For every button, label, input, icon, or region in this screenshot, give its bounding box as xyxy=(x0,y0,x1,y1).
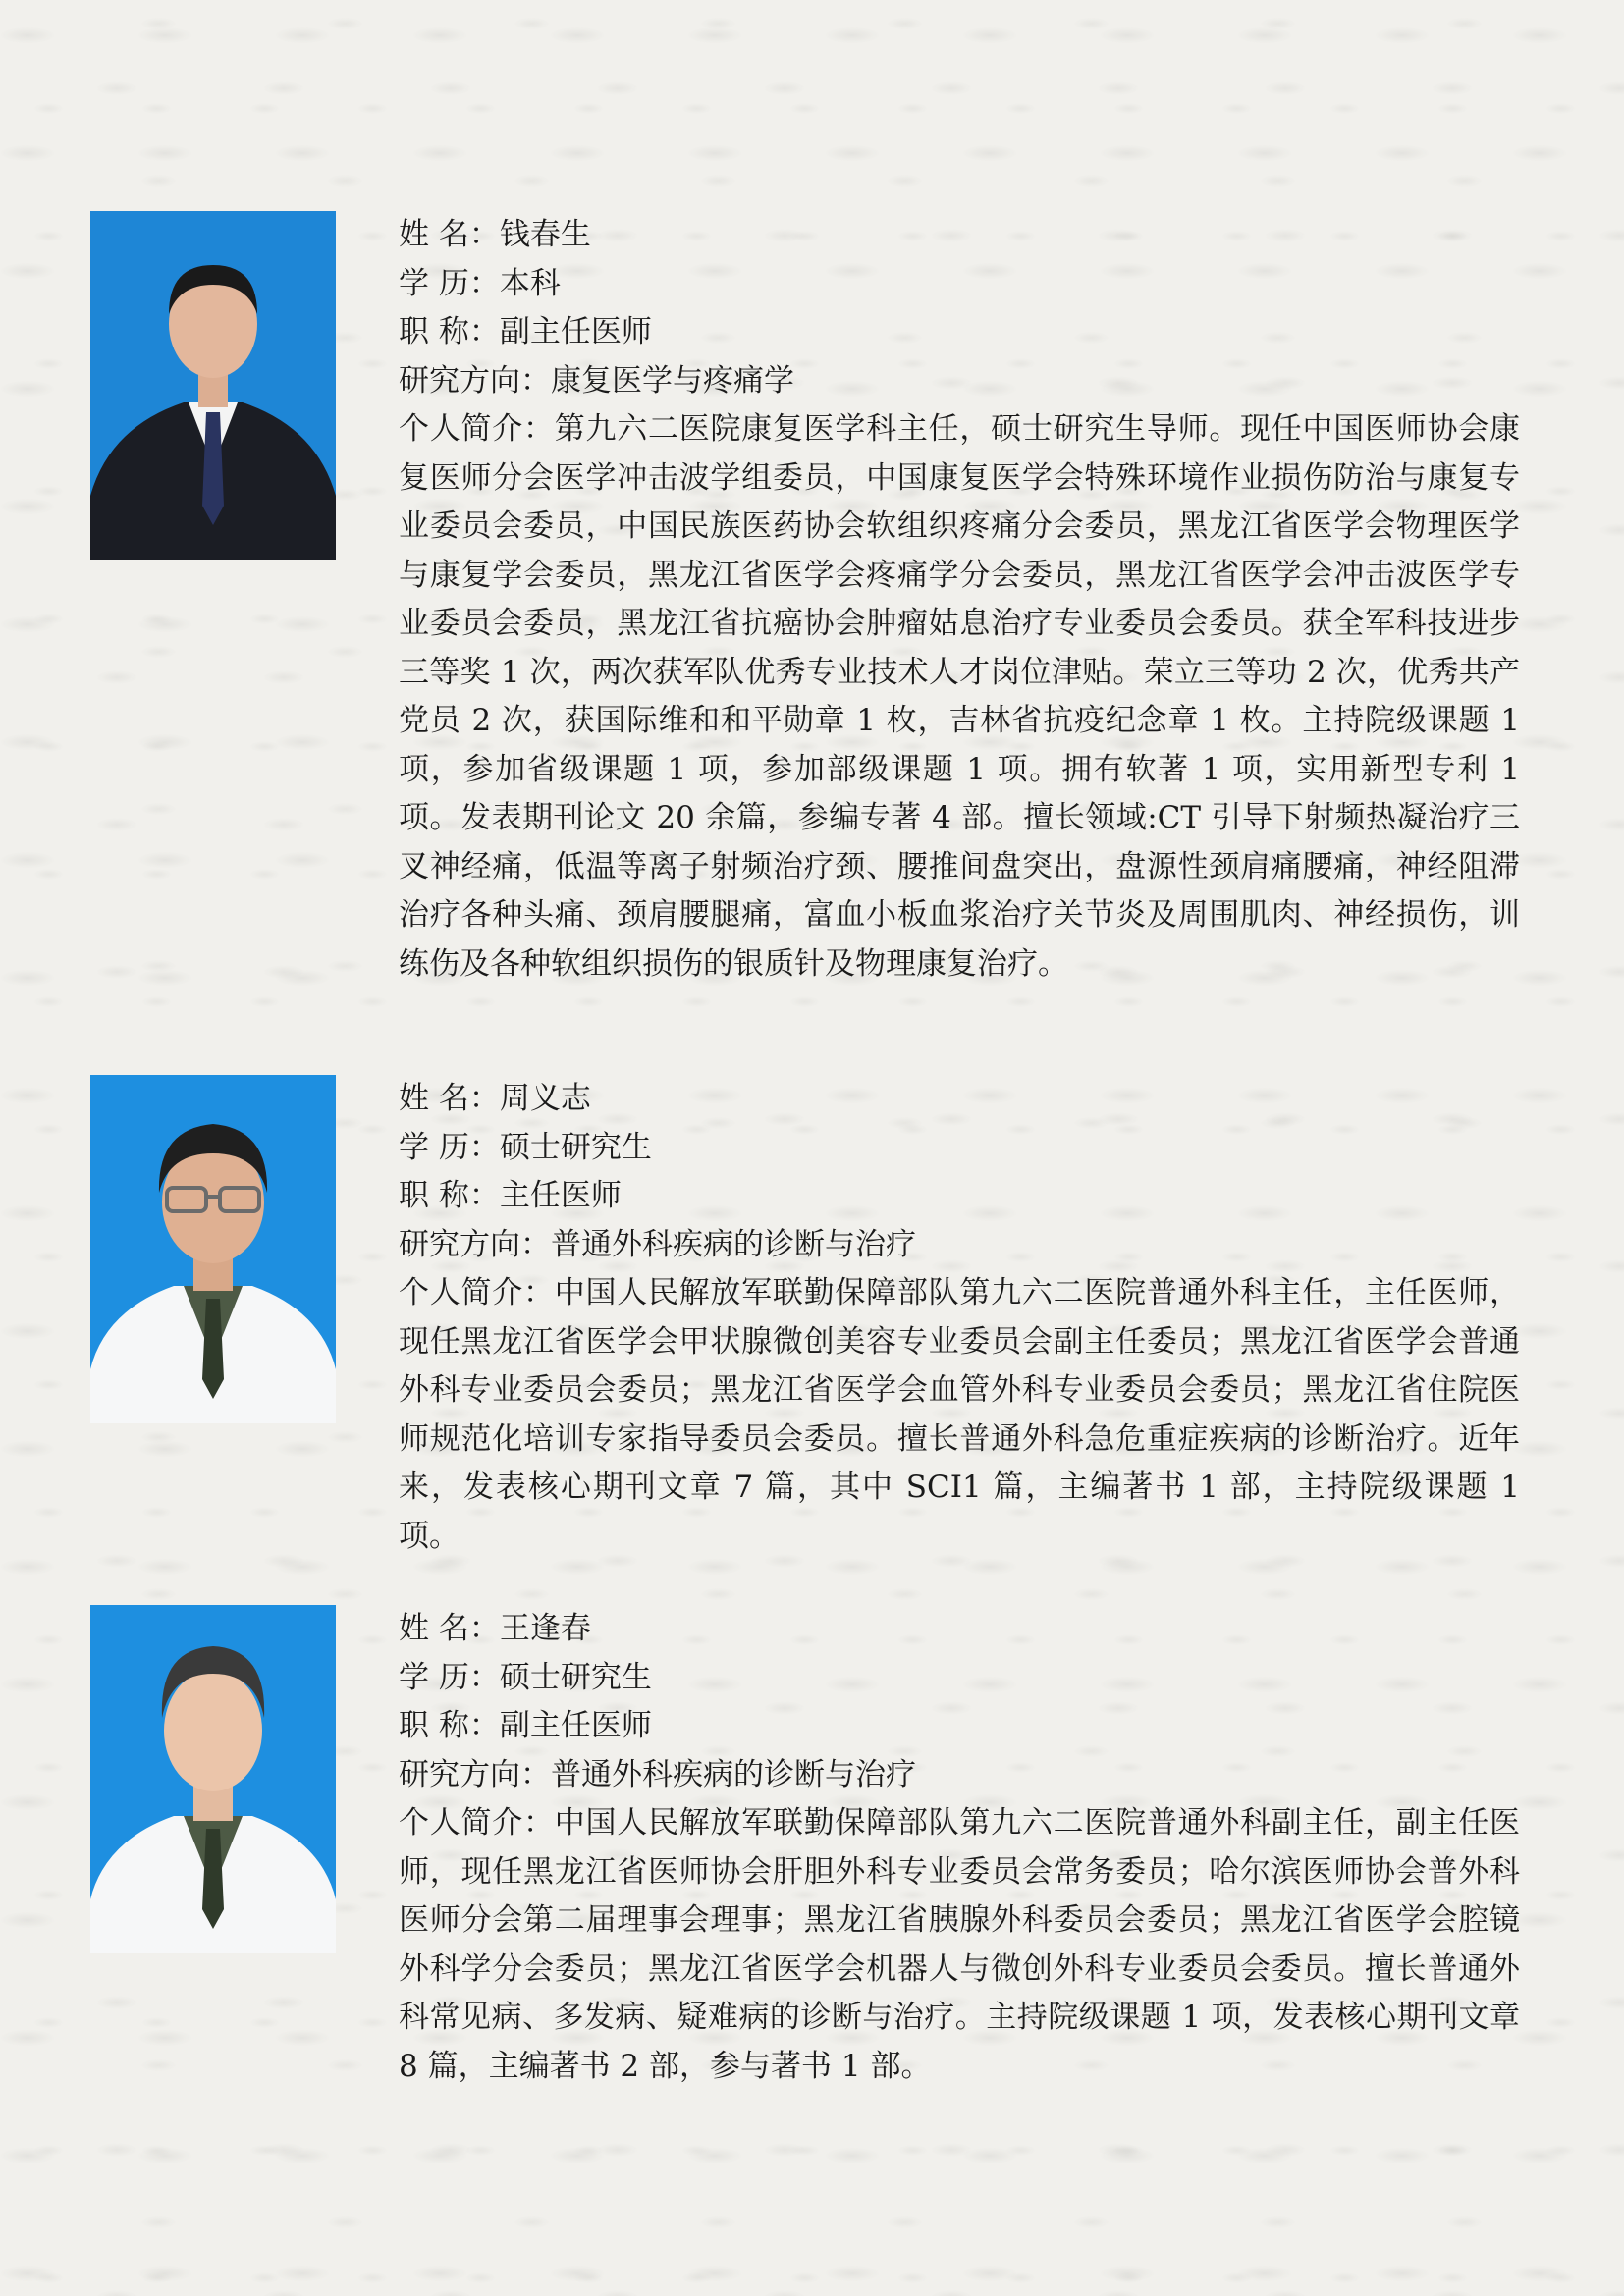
name-value: 周义志 xyxy=(499,1081,591,1116)
title-row xyxy=(399,1172,1520,1221)
bio-paragraph xyxy=(399,1269,1520,1561)
portrait-image xyxy=(90,1075,336,1423)
profile-info xyxy=(399,1075,1520,1561)
title-row xyxy=(399,308,1520,357)
name-label: 姓 名： xyxy=(399,1081,500,1116)
portrait-image xyxy=(90,1605,336,1953)
research-label: 研究方向： xyxy=(399,362,551,399)
research-label: 研究方向： xyxy=(399,1226,551,1262)
education-label: 学 历： xyxy=(399,1129,500,1165)
profile-info xyxy=(399,1605,1520,2091)
name-row xyxy=(399,1075,1520,1124)
education-label: 学 历： xyxy=(399,1659,500,1695)
name-label: 姓 名： xyxy=(399,217,500,252)
research-label: 研究方向： xyxy=(399,1756,551,1792)
research-value: 康复医学与疼痛学 xyxy=(551,362,794,399)
profile-photo xyxy=(90,1075,336,1423)
name-row xyxy=(399,211,1520,260)
research-row xyxy=(399,357,1520,406)
title-value: 主任医师 xyxy=(499,1178,622,1213)
bio-paragraph xyxy=(399,1799,1520,2091)
education-value: 本科 xyxy=(499,265,561,301)
bio-paragraph xyxy=(399,405,1520,988)
name-row xyxy=(399,1605,1520,1654)
name-value: 钱春生 xyxy=(499,217,591,252)
education-row xyxy=(399,260,1520,309)
profile-photo xyxy=(90,211,336,560)
education-label: 学 历： xyxy=(399,265,500,301)
education-row xyxy=(399,1124,1520,1173)
title-label: 职 称： xyxy=(399,314,500,349)
title-value: 副主任医师 xyxy=(499,1708,652,1743)
bio-label: 个人简介： xyxy=(399,1805,555,1841)
research-value: 普通外科疾病的诊断与治疗 xyxy=(551,1226,916,1262)
title-value: 副主任医师 xyxy=(499,314,652,349)
title-label: 职 称： xyxy=(399,1708,500,1743)
bio-label: 个人简介： xyxy=(399,411,555,447)
education-value: 硕士研究生 xyxy=(499,1129,652,1165)
portrait-image xyxy=(90,211,336,560)
education-value: 硕士研究生 xyxy=(499,1659,652,1695)
name-label: 姓 名： xyxy=(399,1611,500,1646)
title-label: 职 称： xyxy=(399,1178,500,1213)
profile-photo xyxy=(90,1605,336,1953)
education-row xyxy=(399,1654,1520,1703)
bio-text: 第九六二医院康复医学科主任，硕士研究生导师。现任中国医师协会康复医师分会医学冲击波学组委员，中国康复医学会特殊环境作业损伤防治与康复专业委员会委员，中国民族医药协会软组织疼痛分会委员，黑龙江省医学会物理医学与康复学会委员，黑龙江省医学会疼痛学分会委员，黑龙江省医学会冲击波医学专业委员会委员，黑龙江省抗癌协会肿瘤姑息治疗专业委员会委员。获全军科技进步三等奖 1 次，两次获军队优秀专业技术人才岗位津贴。荣立三等功 2 次，优秀共产党员 2 次，获国际维和和平勋章 1 枚，吉林省抗疫纪念章 1 枚。主持院级课题 1 项，参加省级课题 1 项，参加部级课题 1 项。拥有软著 1 项，实用新型专利 1 项。发表期刊论文 20 余篇，参编专著 4 部。擅长领域:CT 引导下射频热凝治疗三叉神经痛，低温等离子射频治疗颈、腰推间盘突出，盘源性颈肩痛腰痛，神经阻滞治疗各种头痛、颈肩腰腿痛，富血小板血浆治疗关节炎及周围肌肉、神经损伤，训练伤及各种软组织损伤的银质针及物理康复治疗。 xyxy=(399,411,1521,982)
profile-info xyxy=(399,211,1520,988)
name-value: 王逢春 xyxy=(499,1611,591,1646)
research-row xyxy=(399,1221,1520,1270)
bio-text: 中国人民解放军联勤保障部队第九六二医院普通外科主任，主任医师，现任黑龙江省医学会甲状腺微创美容专业委员会副主任委员；黑龙江省医学会普通外科专业委员会委员；黑龙江省医学会血管外科专业委员会委员；黑龙江省住院医师规范化培训专家指导委员会委员。擅长普通外科急危重症疾病的诊断治疗。近年来，发表核心期刊文章 7 篇，其中 SCI1 篇，主编著书 1 部，主持院级课题 1 项。 xyxy=(399,1275,1521,1554)
bio-text: 中国人民解放军联勤保障部队第九六二医院普通外科副主任，副主任医师，现任黑龙江省医师协会肝胆外科专业委员会常务委员；哈尔滨医师协会普外科医师分会第二届理事会理事；黑龙江省胰腺外科委员会委员；黑龙江省医学会腔镜外科学分会委员；黑龙江省医学会机器人与微创外科专业委员会委员。擅长普通外科常见病、多发病、疑难病的诊断与治疗。主持院级课题 1 项，发表核心期刊文章 8 篇，主编著书 2 部，参与著书 1 部。 xyxy=(399,1805,1521,2084)
title-row xyxy=(399,1702,1520,1751)
bio-label: 个人简介： xyxy=(399,1275,555,1310)
research-row xyxy=(399,1751,1520,1800)
research-value: 普通外科疾病的诊断与治疗 xyxy=(551,1756,916,1792)
